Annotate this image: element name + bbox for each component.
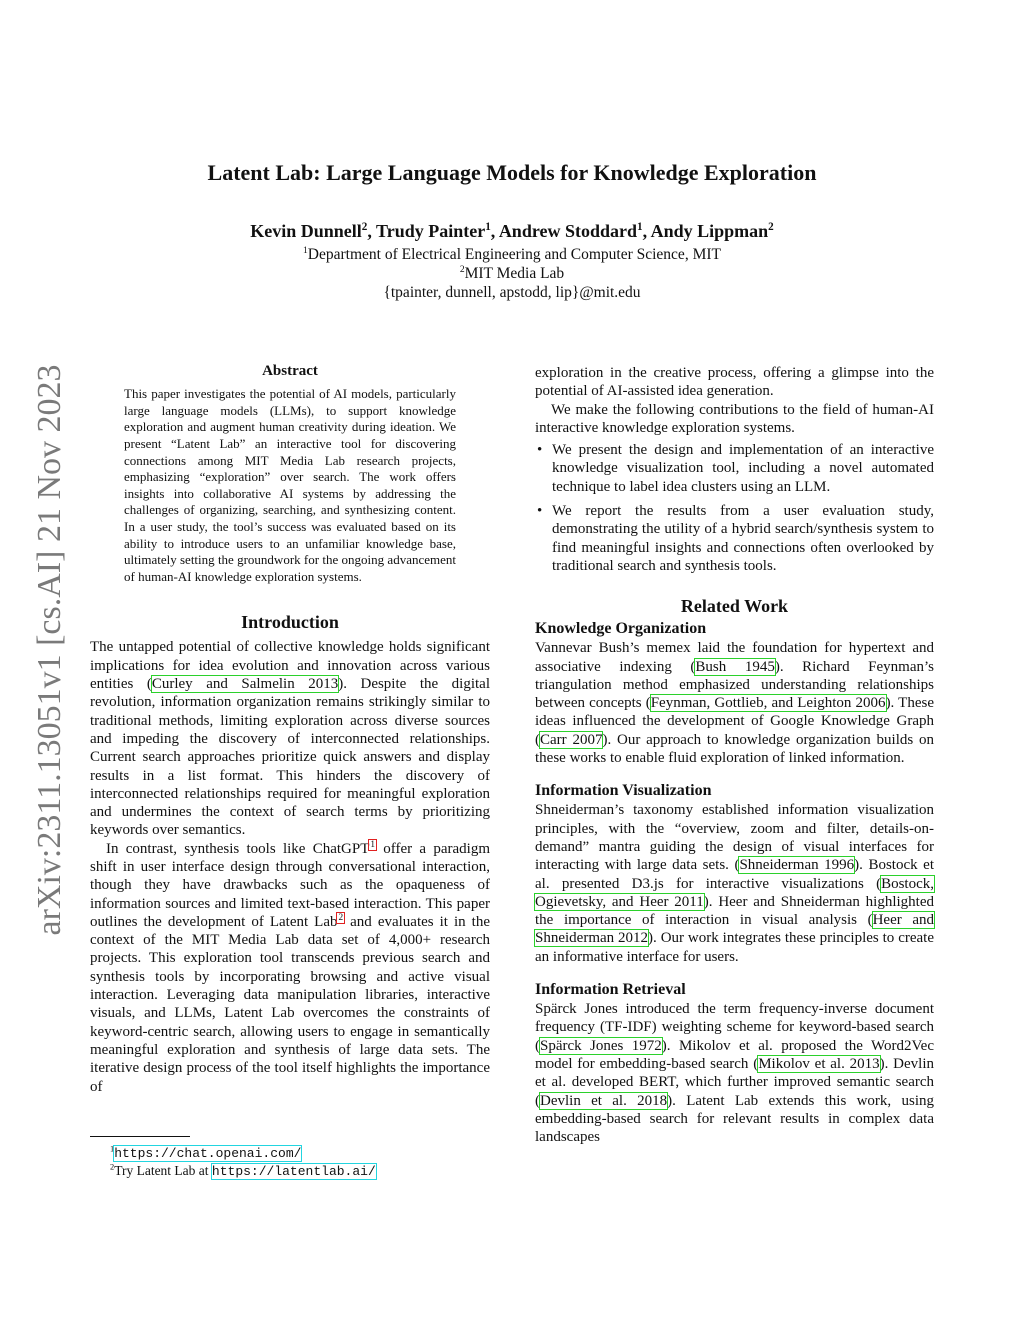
footnote-ref-2[interactable]: 2 (338, 912, 344, 923)
footnote-2: $^2$Try Latent Lab at https://latentlab.ai/ (110, 1162, 376, 1179)
author-affil-mark: 2 (768, 221, 774, 233)
footnote-1: $^1$https://chat.openai.com/ (110, 1144, 302, 1161)
knowledge-organization-heading: Knowledge Organization (535, 620, 707, 638)
contributions-intro: We make the following contributions to the field of human-AI interactive knowledge exploration systems. (535, 401, 934, 436)
footnote-url[interactable]: https://chat.openai.com/ (114, 1146, 302, 1161)
knowledge-organization-paragraph: Vannevar Bush’s memex laid the foundation for hypertext and associative indexing (Bush 1945). Richard Feynman’s triangulation method emphasized understanding relationships between concepts (Feynman, Gottlieb, and Leighton 2006). These ideas influenced the development of Google Knowledge Graph (Carr 2007). Our approach to knowledge organization builds on these works to enable fluid exploration of linked information. (535, 640, 935, 767)
related-work-heading: Related Work (680, 596, 789, 617)
author-emails: {tpainter, dunnell, apstodd, lip}@mit.edu (383, 284, 641, 301)
author-affil-mark: 1 (485, 221, 491, 233)
intro-continuation: exploration in the creative process, offering a glimpse into the potential of AI-assisted idea generation. (535, 365, 934, 400)
footnote-rule (90, 1136, 190, 1141)
author-affil-mark: 2 (361, 221, 368, 233)
list-item: • We report the results from a user evaluation study, demonstrating the utility of a hybrid search/synthesis system to find meaningful insights and connections often overlooked by traditional search and synthesis tools. (552, 502, 934, 575)
citation-link[interactable]: Feynman, Gottlieb, and Leighton 2006 (650, 695, 886, 712)
author-name: Trudy Painter (376, 221, 486, 241)
abstract-text: This paper investigates the potential of AI models, particularly large language models (LLMs), to support knowledge exploration and augment human creativity during ideation. We present “Latent Lab” an interactive tool for discovering connections among MIT Media Lab research projects, emphasizing “exploration” over search. The work offers insights into collaborative AI systems by addressing the challenges of organizing, searching, and synthesizing content. In a user study, the tool’s success was evaluated based on its ability to introduce users to an unfamiliar knowledge base, ultimately setting the groundwork for the ongoing advancement of human-AI knowledge exploration systems. (124, 386, 456, 584)
author-name: Andrew Stoddard (498, 221, 638, 241)
author-name: Andy Lippman (650, 221, 769, 241)
contributions-list (535, 441, 934, 575)
affiliations (0, 245, 1024, 302)
left-column (90, 362, 490, 1096)
information-visualization-paragraph: Shneiderman’s taxonomy established information visualization principles, with the “overview, zoom and filter, details-on-demand” mantra guiding the design of visual interfaces for interacting with large data sets. (Shneiderman 1996). Bostock et al. presented D3.js for interactive visualizations (Bostock, Ogievetsky, and Heer 2011). Heer and Shneiderman highlighted the importance of interaction in visual analysis (Heer and Shneiderman 2012). Our work integrates these principles to create an informative interface for users. (535, 802, 934, 965)
citation-link[interactable]: Curley and Salmelin 2013 (151, 676, 339, 693)
footnote-url[interactable]: https://latentlab.ai/ (211, 1164, 376, 1179)
author-affil-mark: 1 (637, 221, 643, 233)
paper-title: Latent Lab: Large Language Models for Knowledge Exploration (207, 160, 817, 185)
intro-paragraph-1: The untapped potential of collective knowledge holds significant implications for idea evolution and innovation across various entities (Curley and Salmelin 2013). Despite the digital revolution, information organization remains strikingly similar to traditional methods, limiting exploration across diverse sources and impeding the discovery of interconnected relationships. Current search approaches prioritize quick answers and display results in a list format. This hinders the discovery of interconnected relationships required for meaningful exploration and undermines the context of search terms by prioritizing keywords over semantics. (90, 639, 490, 839)
citation-link[interactable]: Shneiderman 1996 (739, 857, 855, 874)
citation-link[interactable]: Carr 2007 (540, 731, 603, 748)
affiliation-line: $^1$Department of Electrical Engineering and Computer Science, MIT (303, 244, 721, 263)
abstract-heading: Abstract (262, 363, 318, 379)
information-retrieval-heading: Information Retrieval (535, 981, 686, 999)
footnote-ref-1[interactable]: 1 (370, 839, 376, 850)
citation-link[interactable]: Bush 1945 (695, 658, 775, 675)
citation-link[interactable]: Spärck Jones 1972 (540, 1037, 662, 1054)
author-list: Kevin Dunnell$^2$, Trudy Painter$^1$, Andrew Stoddard$^1$, Andy Lippman$^2$ (250, 221, 774, 241)
information-visualization-heading: Information Visualization (535, 782, 712, 800)
citation-link[interactable]: Heer and Shneiderman 2012 (535, 912, 934, 947)
introduction-heading: Introduction (241, 612, 339, 633)
citation-link[interactable]: Devlin et al. 2018 (540, 1092, 668, 1109)
right-column (535, 364, 934, 1146)
information-retrieval-paragraph: Spärck Jones introduced the term frequency-inverse document frequency (TF-IDF) weighting scheme for keyword-based search (Spärck Jones 1972). Mikolov et al. proposed the Word2Vec model for embedding-based search (Mikolov et al. 2013). Devlin et al. developed BERT, which further improved semantic search (Devlin et al. 2018). Latent Lab extends this work, using embedding-based search for relevant results in complex data landscapes (535, 1001, 934, 1146)
citation-link[interactable]: Mikolov et al. 2013 (758, 1055, 880, 1072)
intro-paragraph-2: In contrast, synthesis tools like ChatGPT$^1$ offer a paradigm shift in user interface design through conversational interaction, though they have drawbacks such as the opaqueness of information sources and limited text-based interaction. This paper outlines the development of Latent Lab$^2$ and evaluates it in the context of the MIT Media Lab data set of 4,000+ research projects. This exploration tool transcends previous search and synthesis tools by incorporating browsing and active visual interaction. Leveraging data manipulation libraries, interactive visuals, and LLMs, Latent Lab overcomes the constraints of keyword-centric search, allowing users to engage in semantically meaningful exploration and synthesis of large data sets. The iterative design process of the tool itself highlights the importance of (90, 839, 490, 1095)
list-item: • We present the design and implementation of an interactive knowledge visualization tool, including a novel automated technique to label idea clusters using an LLM. (552, 441, 934, 496)
citation-link[interactable]: Bostock, Ogievetsky, and Heer 2011 (535, 875, 934, 910)
affiliation-line: $^2$MIT Media Lab (459, 263, 565, 282)
arxiv-identifier: arXiv:2311.13051v1 [cs.AI] 21 Nov 2023 (31, 364, 68, 936)
author-name: Kevin Dunnell (250, 221, 362, 241)
